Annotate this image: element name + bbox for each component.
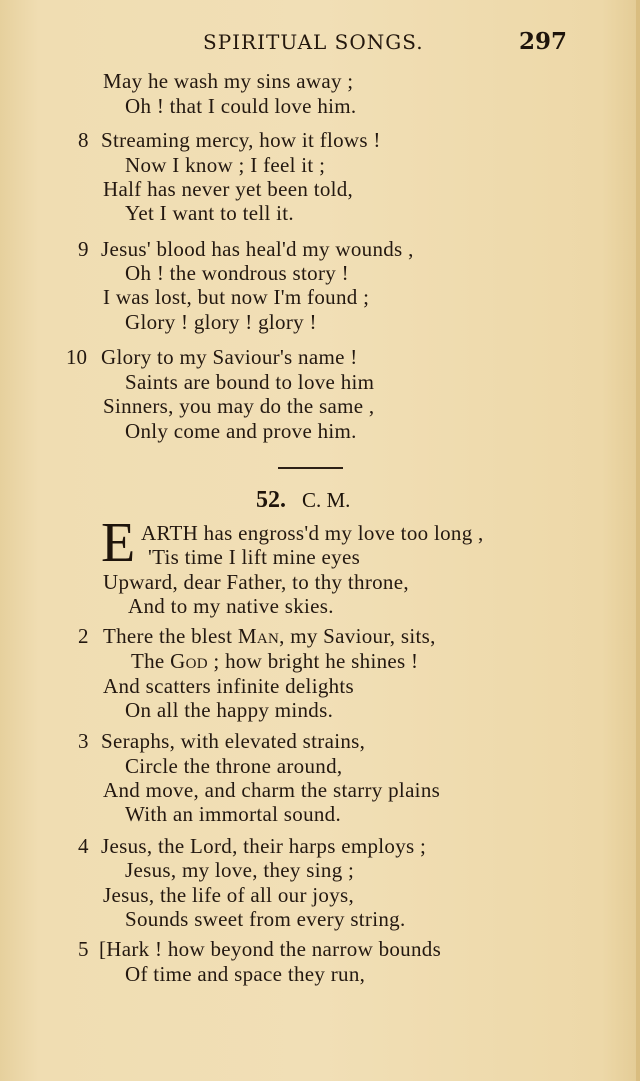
verse-line: ARTH has engross'd my love too long ,: [141, 521, 484, 545]
stanza-number: 4: [78, 834, 89, 858]
drop-cap: E: [101, 512, 136, 574]
verse-text: The: [131, 649, 171, 673]
verse-line: Streaming mercy, how it flows !: [101, 128, 381, 152]
verse-line: Yet I want to tell it.: [125, 201, 294, 225]
verse-line: Sinners, you may do the same ,: [103, 394, 375, 418]
verse-line: [131, 649, 418, 674]
verse-text: ; how bright he shines !: [207, 649, 419, 673]
verse-line: Upward, dear Father, to thy throne,: [103, 570, 409, 594]
verse-line: Half has never yet been told,: [103, 177, 354, 201]
hymn-heading: [256, 487, 350, 514]
page-edge: [636, 0, 640, 1081]
verse-line: Saints are bound to love him: [125, 370, 375, 394]
verse-line: On all the happy minds.: [125, 698, 334, 722]
stanza-number: 5: [78, 937, 89, 961]
verse-line: Of time and space they run,: [125, 962, 366, 986]
stanza-number: 8: [78, 128, 89, 152]
small-caps-word: Man: [237, 624, 280, 648]
verse-line: Seraphs, with elevated strains,: [101, 729, 366, 753]
stanza-number: 3: [78, 729, 89, 753]
verse-text: , my Saviour, sits,: [279, 624, 436, 648]
verse-line: Glory ! glory ! glory !: [125, 310, 317, 334]
verse-line: Jesus, the life of all our joys,: [103, 883, 355, 907]
verse-line: Jesus' blood has heal'd my wounds ,: [101, 237, 414, 261]
verse-line: I was lost, but now I'm found ;: [103, 285, 370, 309]
running-title: SPIRITUAL SONGS.: [203, 30, 424, 54]
verse-line: 'Tis time I lift mine eyes: [148, 545, 361, 569]
verse-line: Only come and prove him.: [125, 419, 357, 443]
verse-line: Jesus, my love, they sing ;: [125, 858, 355, 882]
verse-line: [Hark ! how beyond the narrow bounds: [99, 937, 442, 961]
hymn-meter: C. M.: [302, 488, 351, 512]
verse-line: Glory to my Saviour's name !: [101, 345, 358, 369]
stanza-number: 2: [78, 624, 89, 648]
stanza-number: 10: [66, 345, 87, 369]
verse-line: And move, and charm the starry plains: [103, 778, 441, 802]
page-number: 297: [519, 28, 568, 55]
stanza-number: 9: [78, 237, 89, 261]
verse-line: Sounds sweet from every string.: [125, 907, 406, 931]
verse-text: There the blest: [103, 624, 238, 648]
hymn-number: 52.: [256, 487, 286, 513]
verse-line: And scatters infinite delights: [103, 674, 355, 698]
small-caps-word: God: [170, 649, 208, 673]
verse-line: [103, 624, 436, 649]
page-header: [0, 30, 640, 56]
verse-line: With an immortal sound.: [125, 802, 342, 826]
verse-line: Jesus, the Lord, their harps employs ;: [101, 834, 427, 858]
verse-line: May he wash my sins away ;: [103, 69, 354, 93]
verse-line: Now I know ; I feel it ;: [125, 153, 326, 177]
verse-line: Circle the throne around,: [125, 754, 343, 778]
section-divider: [278, 467, 343, 469]
verse-line: Oh ! the wondrous story !: [125, 261, 349, 285]
verse-line: And to my native skies.: [128, 594, 334, 618]
verse-line: Oh ! that I could love him.: [125, 94, 357, 118]
